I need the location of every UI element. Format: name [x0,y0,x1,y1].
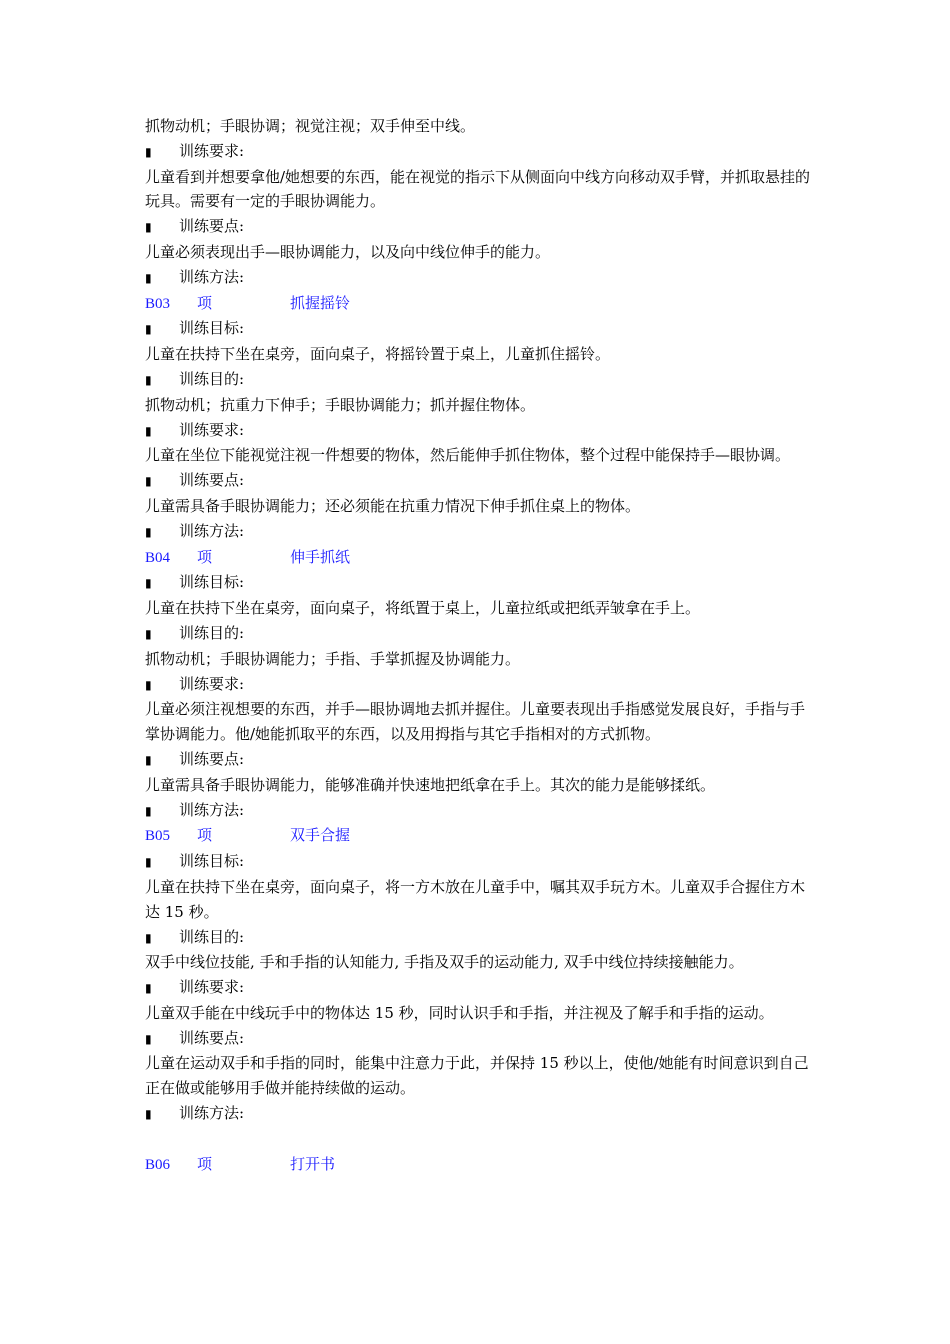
bullet-icon: ▮ [145,1107,152,1122]
bullet-icon: ▮ [145,677,152,692]
bullet-icon: ▮ [145,855,152,870]
section-text: 儿童看到并想要拿他/她想要的东西，能在视觉的指示下从侧面向中线方向移动双手臂，并抓取悬挂的玩具。需要有一定的手眼协调能力。 [145,167,811,211]
section-label: ▮ 训练方法: [145,265,815,291]
item-code: B05 [145,828,171,845]
section-label: ▮ 训练要点: [145,468,815,494]
section-label: ▮ 训练方法: [145,519,815,545]
item-name: 抓握摇铃 [290,293,351,312]
bullet-icon: ▮ [145,626,152,641]
item-unit: 项 [197,547,213,566]
section-text: 儿童在扶持下坐在桌旁，面向桌子，将摇铃置于桌上，儿童抓住摇铃。 [145,345,611,364]
bullet-icon: ▮ [145,576,152,591]
intro-line: 抓物动机；手眼协调；视觉注视；双手伸至中线。 [145,117,476,135]
bullet-icon: ▮ [145,144,152,159]
item-code: B03 [145,295,171,312]
section-label: ▮ 训练方法: [145,798,815,824]
bullet-icon: ▮ [145,981,152,996]
section-label: ▮ 训练要点: [145,747,815,773]
item-heading [145,1152,815,1178]
bullet-icon: ▮ [145,1031,152,1046]
section-text: 儿童双手能在中线玩手中的物体达 15 秒，同时认识手和手指，并注视及了解手和手指的运动。 [145,1003,774,1022]
item-code: B06 [145,1156,171,1173]
section-text: 儿童需具备手眼协调能力，能够准确并快速地把纸拿在手上。其次的能力是能够揉纸。 [145,775,716,794]
section-label: ▮ 训练要求: [145,418,815,444]
item-name: 伸手抓纸 [290,547,351,566]
section-label: ▮ 训练要点: [145,1026,815,1052]
section-text: 儿童在扶持下坐在桌旁，面向桌子，将纸置于桌上，儿童拉纸或把纸弄皱拿在手上。 [145,599,701,618]
section-label: ▮ 训练目标: [145,316,815,342]
item-name: 打开书 [290,1154,336,1173]
bullet-icon: ▮ [145,930,152,945]
bullet-icon: ▮ [145,474,152,489]
item-unit: 项 [197,1154,213,1173]
section-text: 抓物动机；手眼协调能力；手指、手掌抓握及协调能力。 [145,649,521,668]
bullet-icon: ▮ [145,423,152,438]
item-code: B04 [145,549,171,566]
section-label: ▮ 训练目的: [145,621,815,647]
section-label: ▮ 训练要求: [145,975,815,1001]
section-label: ▮ 训练要点: [145,214,815,240]
section-text: 儿童在坐位下能视觉注视一件想要的物体，然后能伸手抓住物体，整个过程中能保持手—眼协调。 [145,446,791,465]
blank-line [145,1127,815,1152]
section-label: ▮ 训练要求: [145,672,815,698]
section-text: 抓物动机；抗重力下伸手；手眼协调能力；抓并握住物体。 [145,395,536,414]
section-text: 双手中线位技能, 手和手指的认知能力, 手指及双手的运动能力, 双手中线位持续接触能力。 [145,953,744,972]
document-page [145,114,815,1177]
item-name: 双手合握 [290,826,351,845]
item-heading [145,545,815,571]
bullet-icon: ▮ [145,803,152,818]
section-text: 儿童在运动双手和手指的同时，能集中注意力于此，并保持 15 秒以上，使他/她能有时间意识到自己正在做或能够用手做并能持续做的运动。 [145,1054,809,1098]
bullet-icon: ▮ [145,220,152,235]
section-label: ▮ 训练目标: [145,849,815,875]
item-unit: 项 [197,293,213,312]
section-label: ▮ 训练要求: [145,139,815,165]
bullet-icon: ▮ [145,270,152,285]
bullet-icon: ▮ [145,322,152,337]
item-unit: 项 [197,826,213,845]
section-text: 儿童在扶持下坐在桌旁，面向桌子，将一方木放在儿童手中，嘱其双手玩方木。儿童双手合握住方木达 15 秒。 [145,877,806,921]
item-heading [145,291,815,317]
section-label: ▮ 训练目标: [145,570,815,596]
section-text: 儿童需具备手眼协调能力；还必须能在抗重力情况下伸手抓住桌上的物体。 [145,496,641,515]
bullet-icon: ▮ [145,524,152,539]
bullet-icon: ▮ [145,372,152,387]
bullet-icon: ▮ [145,752,152,767]
section-text: 儿童必须注视想要的东西，并手—眼协调地去抓并握住。儿童要表现出手指感觉发展良好，手指与手掌协调能力。他/她能抓取平的东西，以及用拇指与其它手指相对的方式抓物。 [145,700,806,744]
section-label: ▮ 训练目的: [145,925,815,951]
item-heading [145,823,815,849]
section-label: ▮ 训练目的: [145,367,815,393]
section-label: ▮ 训练方法: [145,1101,815,1127]
section-text: 儿童必须表现出手—眼协调能力，以及向中线位伸手的能力。 [145,242,551,261]
